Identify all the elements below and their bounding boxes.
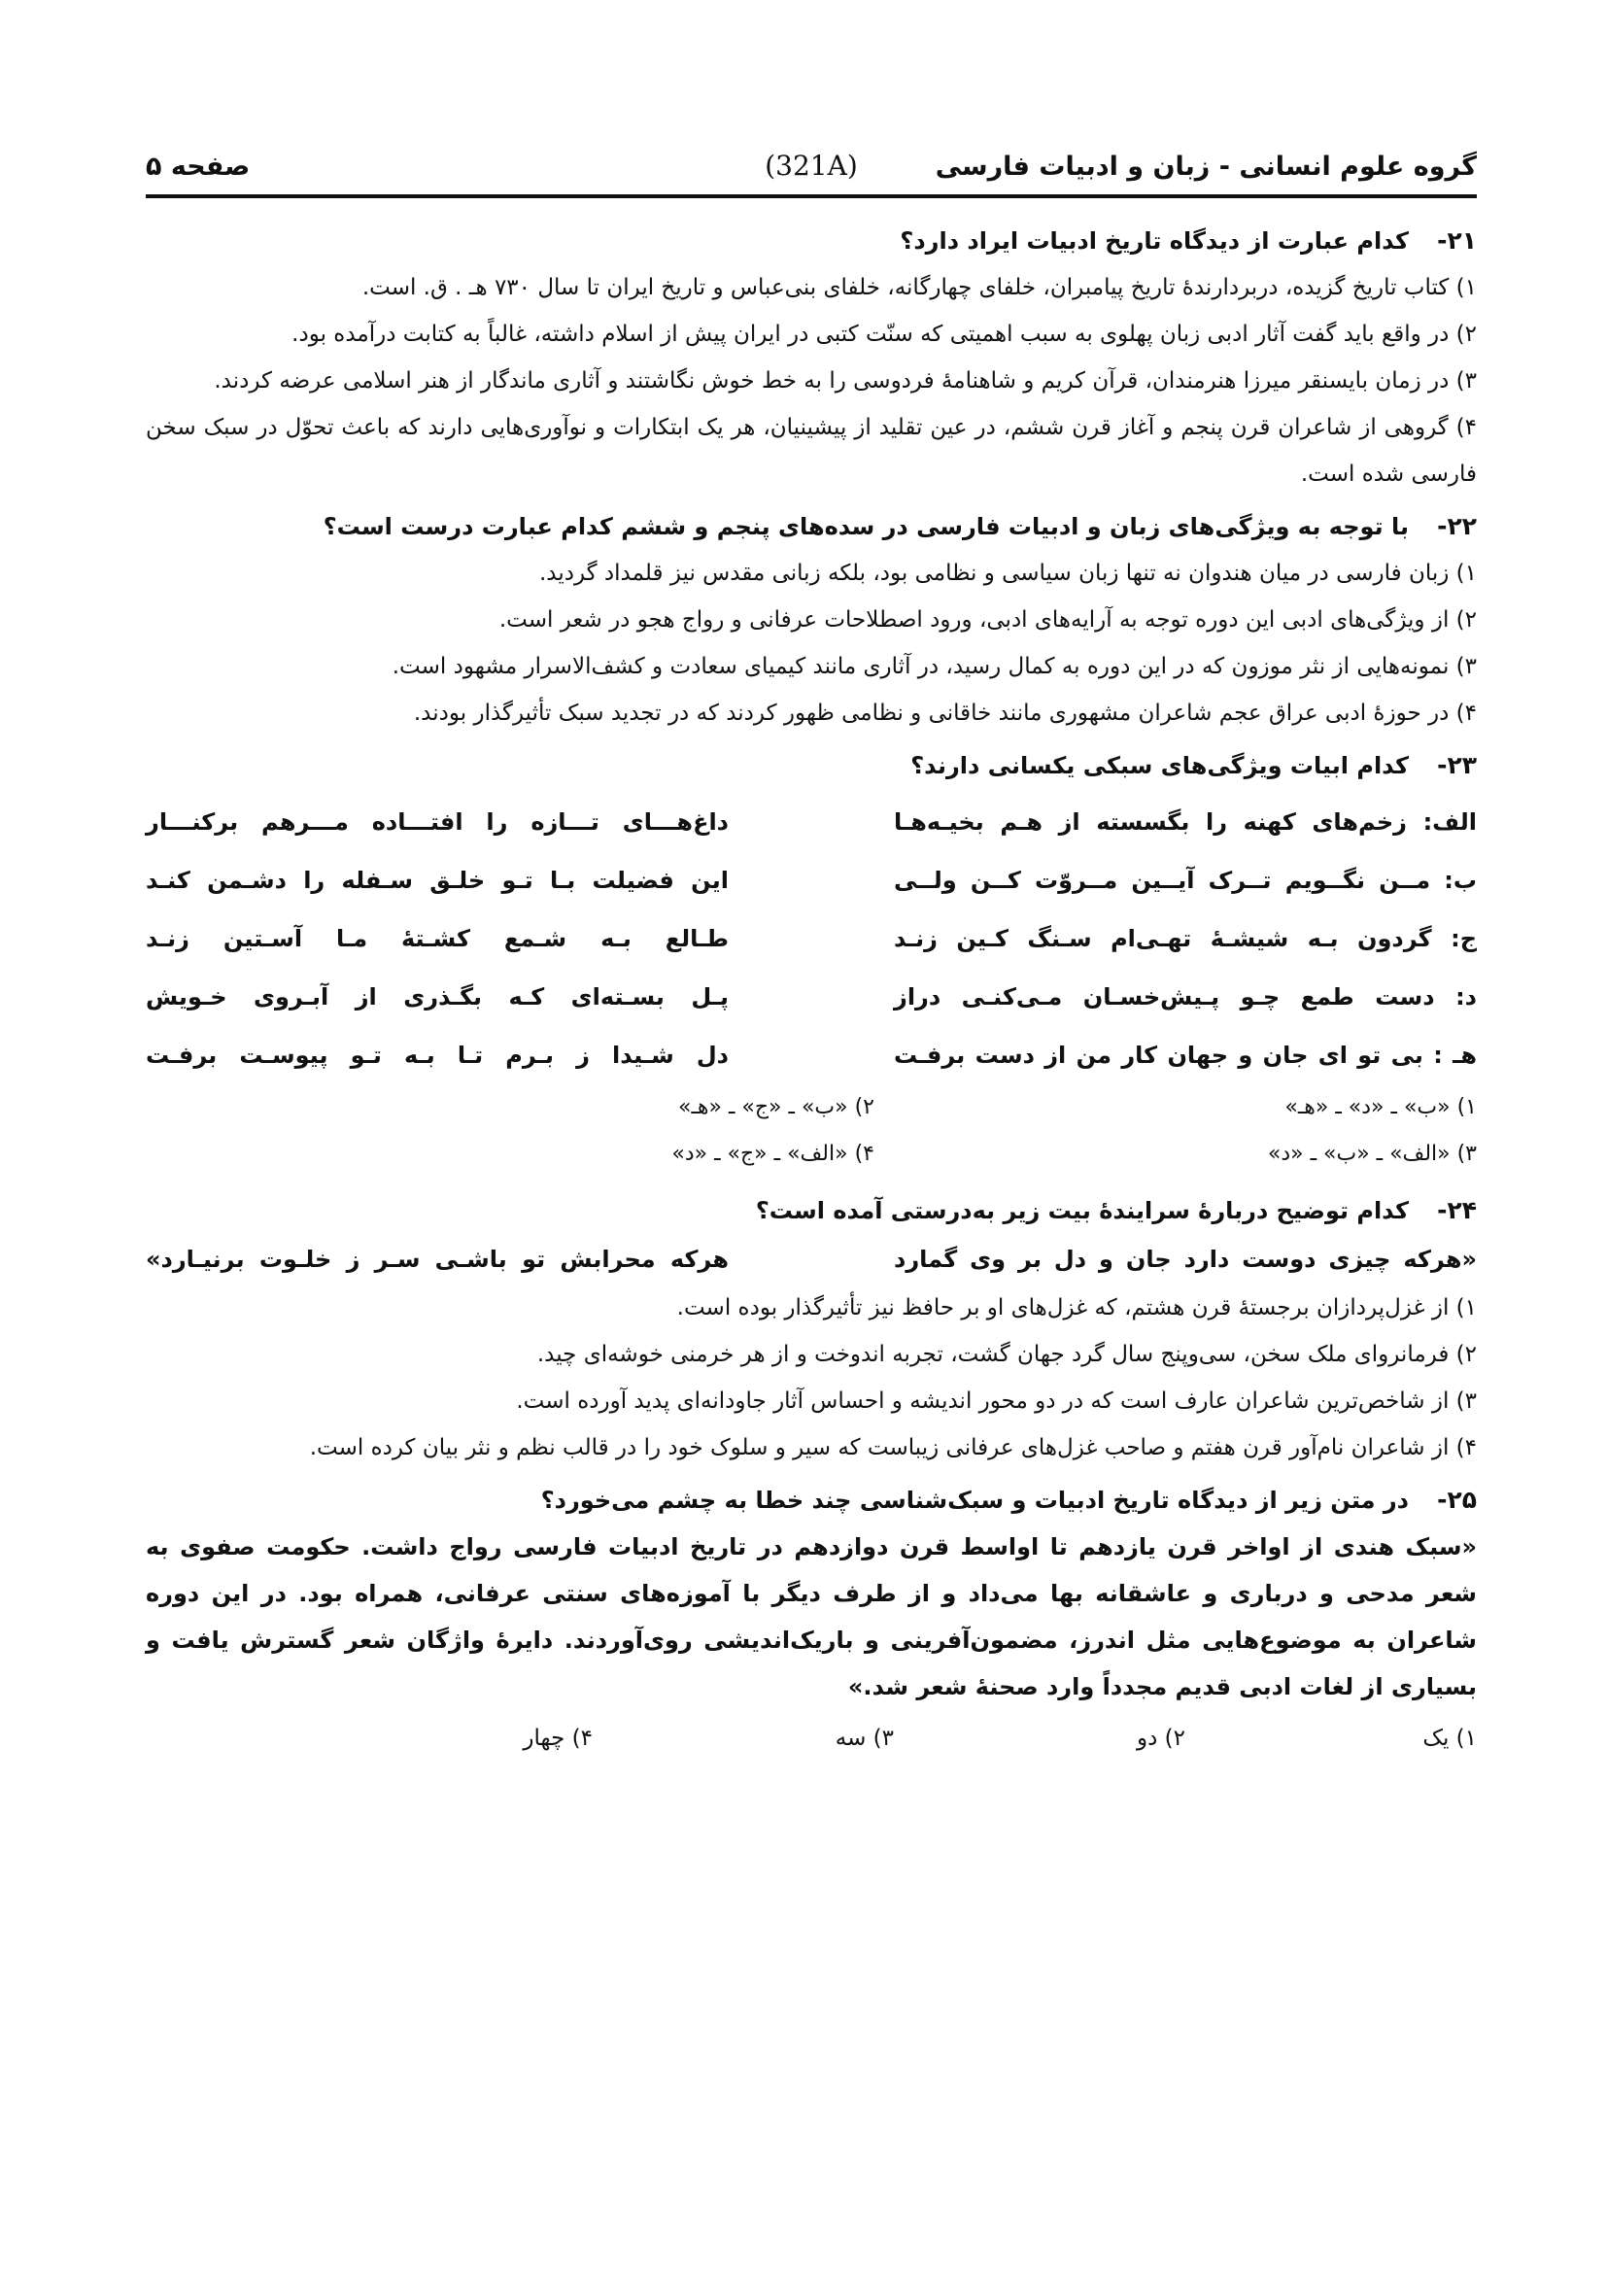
verse-first-hemistich: «هرکه چیزی دوست دارد جان و دل بر وی گمارد: [894, 1246, 1477, 1273]
question-number: ۲۳-: [1437, 751, 1477, 779]
question-number: ۲۴-: [1437, 1196, 1477, 1224]
page-number: صفحه ۵: [146, 152, 251, 182]
verse-first-hemistich: ب: مــن نگــویم تــرک آیــین مــروّت کــن ولــی: [894, 867, 1477, 894]
passage-text: «سبک هندی از اواخر قرن یازدهم تا اواسط قرن دوازدهم در تاریخ ادبیات فارسی رواج داشت. حکومت صفوی به شعر مدحی و درباری و عاشقانه بها می‌داد و از طرف دیگر با آموزه‌های سنتی عرفانی، همراه بود. در این دوره شاعران به موضوع‌هایی مثل اندرز، مضمون‌آفرینی و باریک‌اندیشی روی‌آوردند. دایرهٔ واژگان شعر گسترش یافت و بسیاری از لغات ادبی قدیم مجدداً وارد صحنهٔ شعر شد.»: [146, 1533, 1477, 1700]
verse-row: [146, 1026, 1477, 1084]
verse-row: [146, 793, 1477, 851]
question-24: [146, 1187, 1477, 1471]
question-number: ۲۲-: [1437, 512, 1477, 540]
question-text: کدام توضیح دربارهٔ سرایندهٔ بیت زیر به‌درستی آمده است؟: [755, 1197, 1409, 1224]
option-4[interactable]: ۴) از شاعران نام‌آور قرن هفتم و صاحب غزل‌های عرفانی زیباست که سیر و سلوک خود را در قالب نظم و نثر بیان کرده است.: [309, 1435, 1477, 1460]
verse-row: [146, 851, 1477, 909]
quoted-verse: [146, 1234, 1477, 1285]
question-21: [146, 218, 1477, 497]
verse-second-hemistich: پـل بسـته‌ای کـه بگـذری از آبـروی خـویش: [146, 983, 729, 1011]
verse-row: [146, 909, 1477, 968]
question-22: [146, 503, 1477, 737]
option-4[interactable]: ۴) چهار: [523, 1726, 593, 1751]
question-text: کدام عبارت از دیدگاه تاریخ ادبیات ایراد دارد؟: [900, 227, 1409, 255]
option-1[interactable]: ۱) از غزل‌پردازان برجستهٔ قرن هشتم، که غزل‌های او بر حافظ نیز تأثیرگذار بوده است.: [676, 1295, 1477, 1320]
exam-page: [146, 146, 1477, 1768]
verses-block: [146, 793, 1477, 1084]
question-23: [146, 742, 1477, 1182]
option-4[interactable]: ۴) در حوزهٔ ادبی عراق عجم شاعران مشهوری مانند خاقانی و نظامی ظهور کردند که در تجدید سبک تأثیرگذار بودند.: [413, 701, 1477, 726]
option-3[interactable]: ۳) در زمان بایسنقر میرزا هنرمندان، قرآن کریم و شاهنامهٔ فردوسی را به خط خوش نگاشتند و آثاری ماندگار از هنر اسلامی عرضه کردند.: [214, 368, 1477, 394]
options-grid: [146, 1084, 1477, 1182]
question-number: ۲۱-: [1437, 226, 1477, 255]
option-2[interactable]: ۲) فرمانروای ملک سخن، سی‌وپنج سال گرد جهان گشت، تجربه اندوخت و از هر خرمنی خوشه‌ای چید.: [536, 1342, 1477, 1367]
option-2[interactable]: ۲) در واقع باید گفت آثار ادبی زبان پهلوی به سبب اهمیتی که سنّت کتبی در ایران پیش از اسلام داشته، غالباً به کتابت درآمده بود.: [291, 322, 1477, 347]
option-1[interactable]: ۱) «ب» ـ «د» ـ «هـ»: [1284, 1095, 1477, 1119]
verse-first-hemistich: هـ : بی تو ای جان و جهان کار من از دست برفـت: [894, 1042, 1477, 1069]
question-text: در متن زیر از دیدگاه تاریخ ادبیات و سبک‌شناسی چند خطا به چشم می‌خورد؟: [540, 1487, 1409, 1514]
option-3[interactable]: ۳) «الف» ـ «ب» ـ «د»: [1267, 1142, 1477, 1166]
exam-group-title: گروه علوم انسانی - زبان و ادبیات فارسی: [935, 152, 1477, 182]
page-header: [146, 146, 1477, 198]
option-3[interactable]: ۳) سه: [835, 1726, 894, 1751]
verse-row: [146, 968, 1477, 1026]
option-2[interactable]: ۲) «ب» ـ «ج» ـ «هـ»: [678, 1095, 874, 1119]
option-2[interactable]: ۲) دو: [1137, 1726, 1185, 1751]
option-4[interactable]: ۴) «الف» ـ «ج» ـ «د»: [671, 1142, 874, 1166]
exam-code: (321A): [765, 150, 858, 182]
verse-second-hemistich: هرکه محرابش تو باشـی سـر ز خلـوت برنیـارد»: [146, 1246, 729, 1273]
option-1[interactable]: ۱) زبان فارسی در میان هندوان نه تنها زبان سیاسی و نظامی بود، بلکه زبانی مقدس نیز قلمداد گردید.: [538, 561, 1477, 586]
option-3[interactable]: ۳) از شاخص‌ترین شاعران عارف است که در دو محور اندیشه و احساس آثار جاودانه‌ای پدید آورده است.: [516, 1388, 1477, 1414]
question-25: [146, 1477, 1477, 1763]
option-4[interactable]: ۴) گروهی از شاعران قرن پنجم و آغاز قرن ششم، در عین تقلید از پیشینیان، هر یک ابتکارات و نوآوری‌هایی دارند که باعث تحوّل در سبک سخن فارسی شده است.: [146, 415, 1477, 487]
option-3[interactable]: ۳) نمونه‌هایی از نثر موزون که در این دوره به کمال رسید، در آثاری مانند کیمیای سعادت و کشف‌الاسرار مشهود است.: [392, 654, 1477, 679]
question-text: با توجه به ویژگی‌های زبان و ادبیات فارسی در سده‌های پنجم و ششم کدام عبارت درست است؟: [323, 513, 1409, 540]
question-text: کدام ابیات ویژگی‌های سبکی یکسانی دارند؟: [910, 752, 1409, 779]
verse-first-hemistich: الف: زخم‌های کهنه را بگسسته از هـم بخیـه‌هـا: [894, 808, 1477, 836]
option-2[interactable]: ۲) از ویژگی‌های ادبی این دوره توجه به آرایه‌های ادبی، ورود اصطلاحات عرفانی و رواج هجو در شعر است.: [498, 607, 1477, 633]
verse-first-hemistich: د: دست طمع چـو پـیش‌خسـان مـی‌کنـی دراز: [894, 983, 1477, 1011]
verse-second-hemistich: این فضیلت بـا تـو خلـق سـفله را دشـمن کنـد: [146, 867, 729, 894]
options-row: [146, 1714, 1477, 1763]
verse-second-hemistich: طـالع بـه شـمع کشـتهٔ مـا آسـتین زنـد: [146, 925, 729, 952]
verse-first-hemistich: ج: گردون بـه شیشـهٔ تهـی‌ام سـنگ کـین زنـد: [894, 925, 1477, 952]
verse-second-hemistich: داغ‌هـــای تـــازه را افتـــاده مـــرهم برکنـــار: [146, 808, 729, 836]
verse-second-hemistich: دل شـیدا ز بـرم تـا بـه تـو پیوسـت برفـت: [146, 1042, 729, 1069]
option-1[interactable]: ۱) کتاب تاریخ گزیده، دربردارندهٔ تاریخ پیامبران، خلفای چهارگانه، خلفای بنی‌عباس و تاریخ ایران تا سال ۷۳۰ هـ . ق. است.: [361, 275, 1477, 300]
question-number: ۲۵-: [1437, 1486, 1477, 1514]
option-1[interactable]: ۱) یک: [1422, 1726, 1477, 1751]
